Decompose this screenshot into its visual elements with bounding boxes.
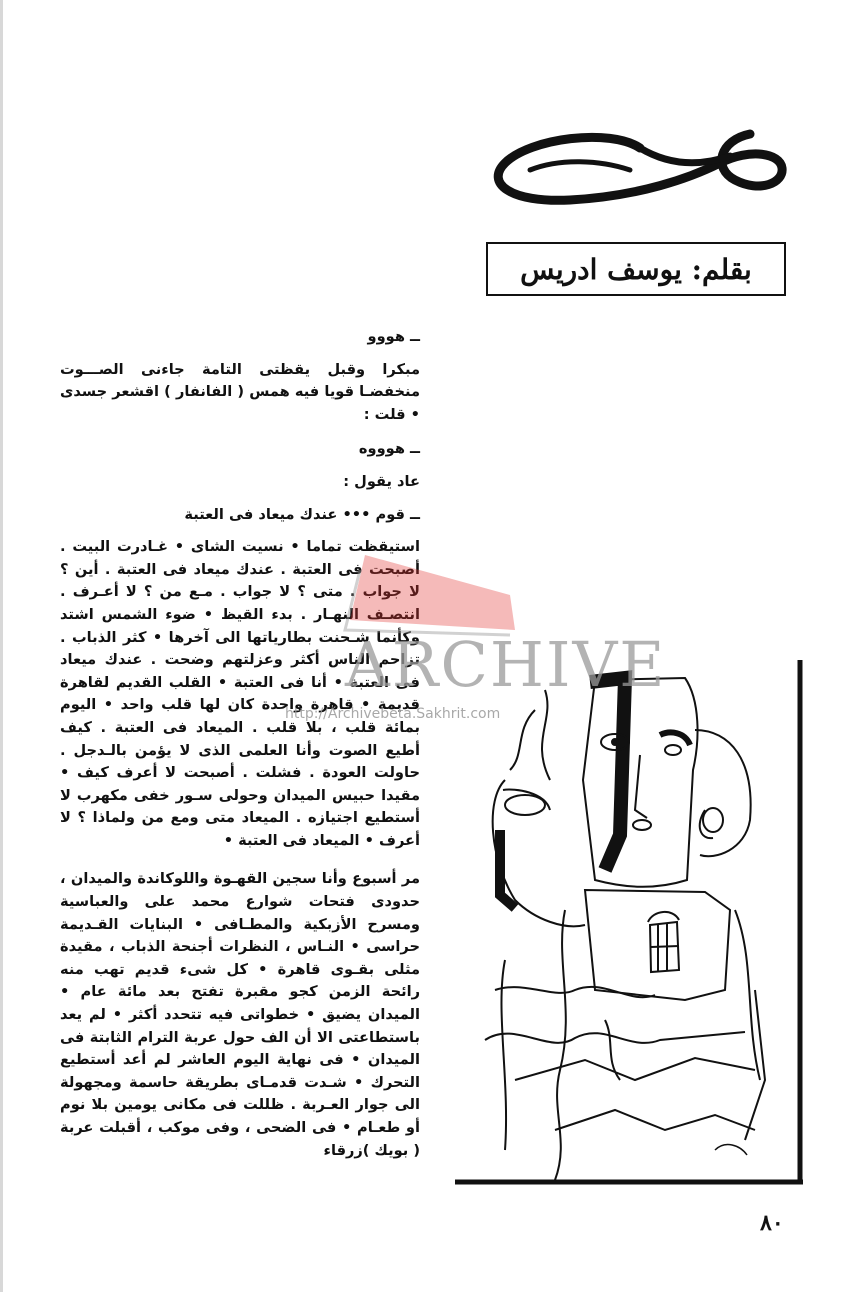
watermark-text: ARCHIVE [345,628,667,701]
article-title-calligraphy [490,108,790,218]
paragraph-1: مبكرا وقبل يقظتى التامة جاءنى الصـــوت منخفضـا قويا فيه همس ( الفانفار ) اقشعر جسدى • قلت : [60,360,420,423]
page-edge [0,0,3,1292]
watermark-url: http://Archivebeta.Sakhrit.com [285,706,501,722]
paragraph-2: استيقظت تماما • نسيت الشاى • غـادرت البيت . أصبحت فى العتبة . عندك ميعاد فى العتبة . أين ؟ لا جواب . متى ؟ لا جواب . مـع من ؟ لا أعـرف . انتصـف النهـار . بدء القيظ • ضوء الشمس اشتد وكأنما شـحنت بطارياتها الى آخرها • كثر الذباب . تزاحم الناس أكثر وعزلتهم وضحت . عندك ميعاد فى العتبة • أنا فى العتبة • القلب القديم لقاهرة قديمة • قاهرة واحدة كان لها قلب واحد • اليوم بمائة قلب ، بلا قلب . الميعاد فى العتبة . كيف أطيع الصوت وأنا العلمى الذى لا يؤمن بالـدجل . حاولت العودة . فشلت . أصبحت لا أعرف كيف • مقيدا حبيس الميدان وحولى سـور خفى مكهرب لا أستطيع اجتيازه . الميعاد متى ومع من ولماذا ؟ لا أعرف • الميعاد فى العتبة • [60,538,420,849]
dialogue-line-2: ــ هوووه [358,440,420,458]
dialogue-line-4: ــ قوم ••• عندك ميعاد فى العتبة [184,505,420,523]
dialogue-line-3: عاد يقول : [343,472,420,490]
paragraph-3: مر أسبوع وأنا سجين القهـوة واللوكاندة والميدان ، حدودى فتحات شوارع محمد على والعباسية ومسرح الأزبكية والمطـافى • البنايات القـديمة حراسى • النـاس ، النظرات أجنحة الذباب ، مقيدة مثلى بقـوى قاهرة • كل شىء قديم تهب منه رائحة الزمن كجو مقبرة تفتح بعد مائة عام • الميدان يضيق • خطواتى فيه تتحدد أكثر • لم يعد باستطاعتى الا أن الف حول عربة الترام الثابتة فى الميدان • فى نهاية اليوم العاشر لم أعد أستطيع التحرك • شـدت قدمـاى بطريقة حاسمة ومجهولة الى جوار العـربة . ظللت فى مكانى يومين بلا نوم أو طعـام • فى الضحى ، وفى موكب ، أقبلت عربة ( بويك )زرقاء [60,870,420,1159]
dialogue-line-1: ــ هووو [367,328,420,345]
faces-illustration [455,660,805,1190]
byline-box [486,242,786,296]
page-number: ٨٠ [760,1210,784,1236]
byline: بقلم: يوسف ادريس [520,252,752,286]
article-body [60,326,420,1162]
